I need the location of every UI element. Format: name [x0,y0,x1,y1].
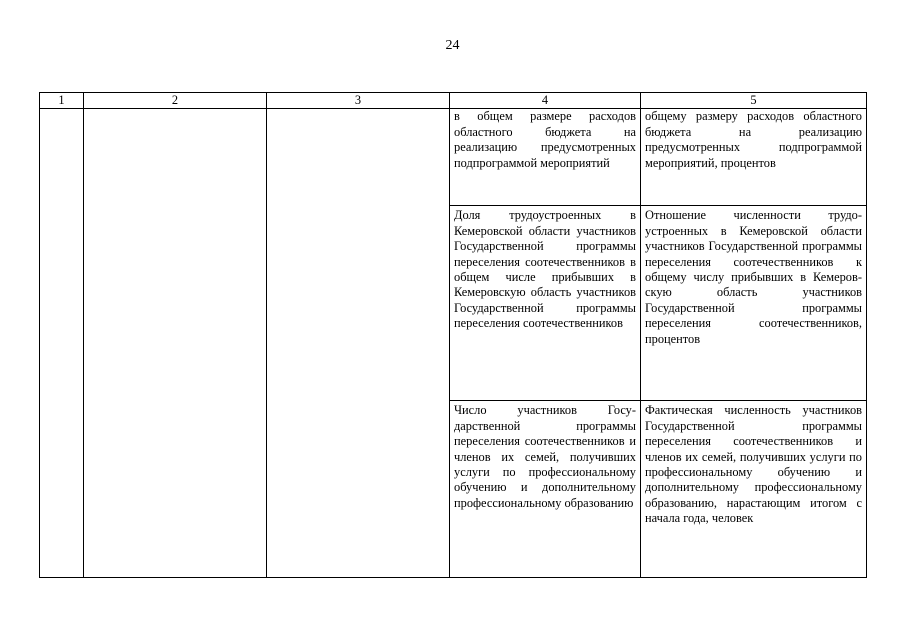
indicator-method-text: Фактическая численность участников Государственной программы переселения соотечественников и членов их семей, получивших услуги по профессиональному обучению и дополнительному профессиональному образованию, нарастающим итогом с начала года, человек [645,403,862,526]
cell-col1-empty [40,109,84,578]
indicator-method-cell [641,109,867,206]
indicator-method-text: общему размеру расходов областного бюджета на реализацию предусмотренных подпрограммой мероприятий, процентов [645,109,862,170]
indicator-method-cell [641,206,867,401]
indicator-method-cell [641,401,867,578]
indicator-name-cell [450,401,641,578]
header-cell-2: 2 [84,93,267,109]
indicator-method-text: Отношение численности трудоустроенных в Кемеровской области участников Государственной программы переселения соотечественников к общему числу прибывших в Кемеровскую область участников Государственной программы переселения соотечественников, процентов [645,208,862,346]
header-cell-4: 4 [450,93,641,109]
header-cell-5: 5 [641,93,867,109]
indicators-table [39,92,867,578]
page-number: 24 [445,38,460,53]
header-cell-3: 3 [267,93,450,109]
table-header-row [40,93,867,109]
indicator-name-cell [450,109,641,206]
indicator-name-text: Доля трудоустроенных в Кемеровской области участников Государственной программы переселения соотечественников в общем числе прибывших в Кемеровскую область участников Государственной программы переселения соотечественников [454,208,636,331]
cell-col2-empty [84,109,267,578]
indicator-name-cell [450,206,641,401]
indicator-name-text: в общем размере расходов областного бюджета на реализацию предусмотренных подпрограммой мероприятий [454,109,636,170]
table-row [40,109,867,206]
indicator-name-text: Число участников Государственной программы переселения соотечественников и членов их семей, получивших услуги по профессиональному обучению и дополнительному профессиональному образованию [454,403,636,510]
header-cell-1: 1 [40,93,84,109]
cell-col3-empty [267,109,450,578]
